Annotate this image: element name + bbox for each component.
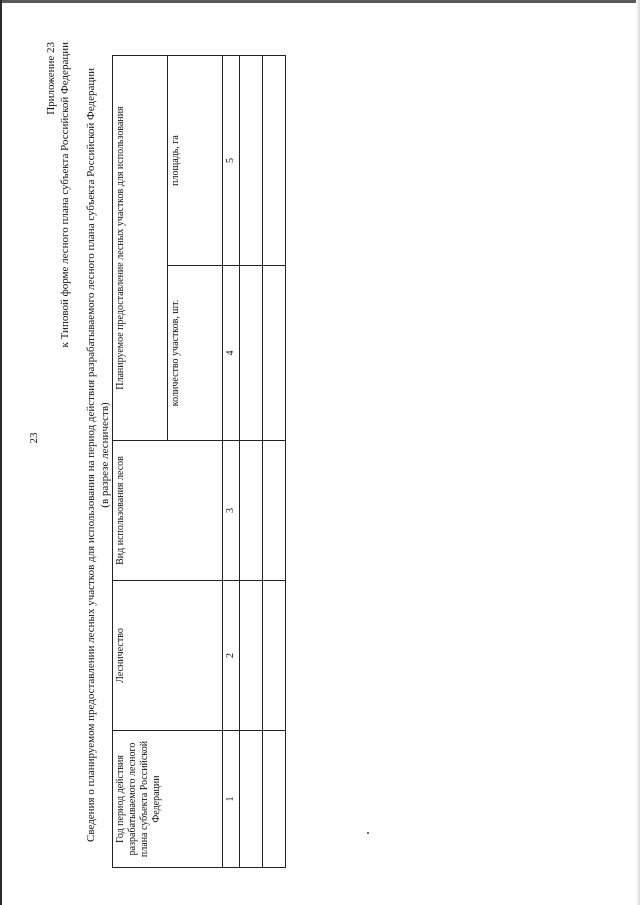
table-cell xyxy=(240,441,263,581)
appendix-header xyxy=(44,42,72,347)
table-cell xyxy=(240,56,263,266)
page-number: 23 xyxy=(28,432,40,444)
table-cell xyxy=(263,441,286,581)
column-number: 3 xyxy=(223,441,240,581)
table-cell xyxy=(263,731,286,868)
appendix-reference: к Типовой форме лесного плана субъекта Российской Федерации xyxy=(59,42,71,348)
header-area: площадь, га xyxy=(168,56,223,266)
rotated-sheet xyxy=(44,30,640,880)
table-cell xyxy=(240,266,263,441)
table-row xyxy=(240,56,263,868)
header-use-type: Вид использования лесов xyxy=(113,441,223,581)
table-cell xyxy=(240,581,263,731)
column-number: 5 xyxy=(223,56,240,266)
column-number: 2 xyxy=(223,581,240,731)
header-year-period: Год период действия разрабатываемого лесного плана субъекта Российской Федерации xyxy=(113,731,223,868)
appendix-number: Приложение 23 xyxy=(45,42,57,115)
column-number: 1 xyxy=(223,731,240,868)
title-main: Сведения о планируемом предоставлении лесных участков для использования на период действия разрабатываемого лесного плана субъекта Российской Федерации xyxy=(85,68,97,842)
column-number-row xyxy=(223,56,240,868)
table-cell xyxy=(240,731,263,868)
scan-speck xyxy=(367,832,369,834)
table-cell xyxy=(263,56,286,266)
table-cell xyxy=(263,581,286,731)
column-number: 4 xyxy=(223,266,240,441)
header-forestry: Лесничество xyxy=(113,581,223,731)
scan-left-edge xyxy=(0,0,2,905)
table-row xyxy=(263,56,286,868)
table-title xyxy=(84,30,112,880)
header-plot-count: количество участков, шт. xyxy=(168,266,223,441)
title-subtitle: (в разрезе лесничеств) xyxy=(99,402,111,508)
table-cell xyxy=(263,266,286,441)
header-planned-provision: Планируемое предоставление лесных участков для использования xyxy=(113,56,168,441)
forest-plots-table xyxy=(112,55,286,868)
scan-top-edge xyxy=(0,0,640,3)
table-header-row xyxy=(113,56,168,868)
